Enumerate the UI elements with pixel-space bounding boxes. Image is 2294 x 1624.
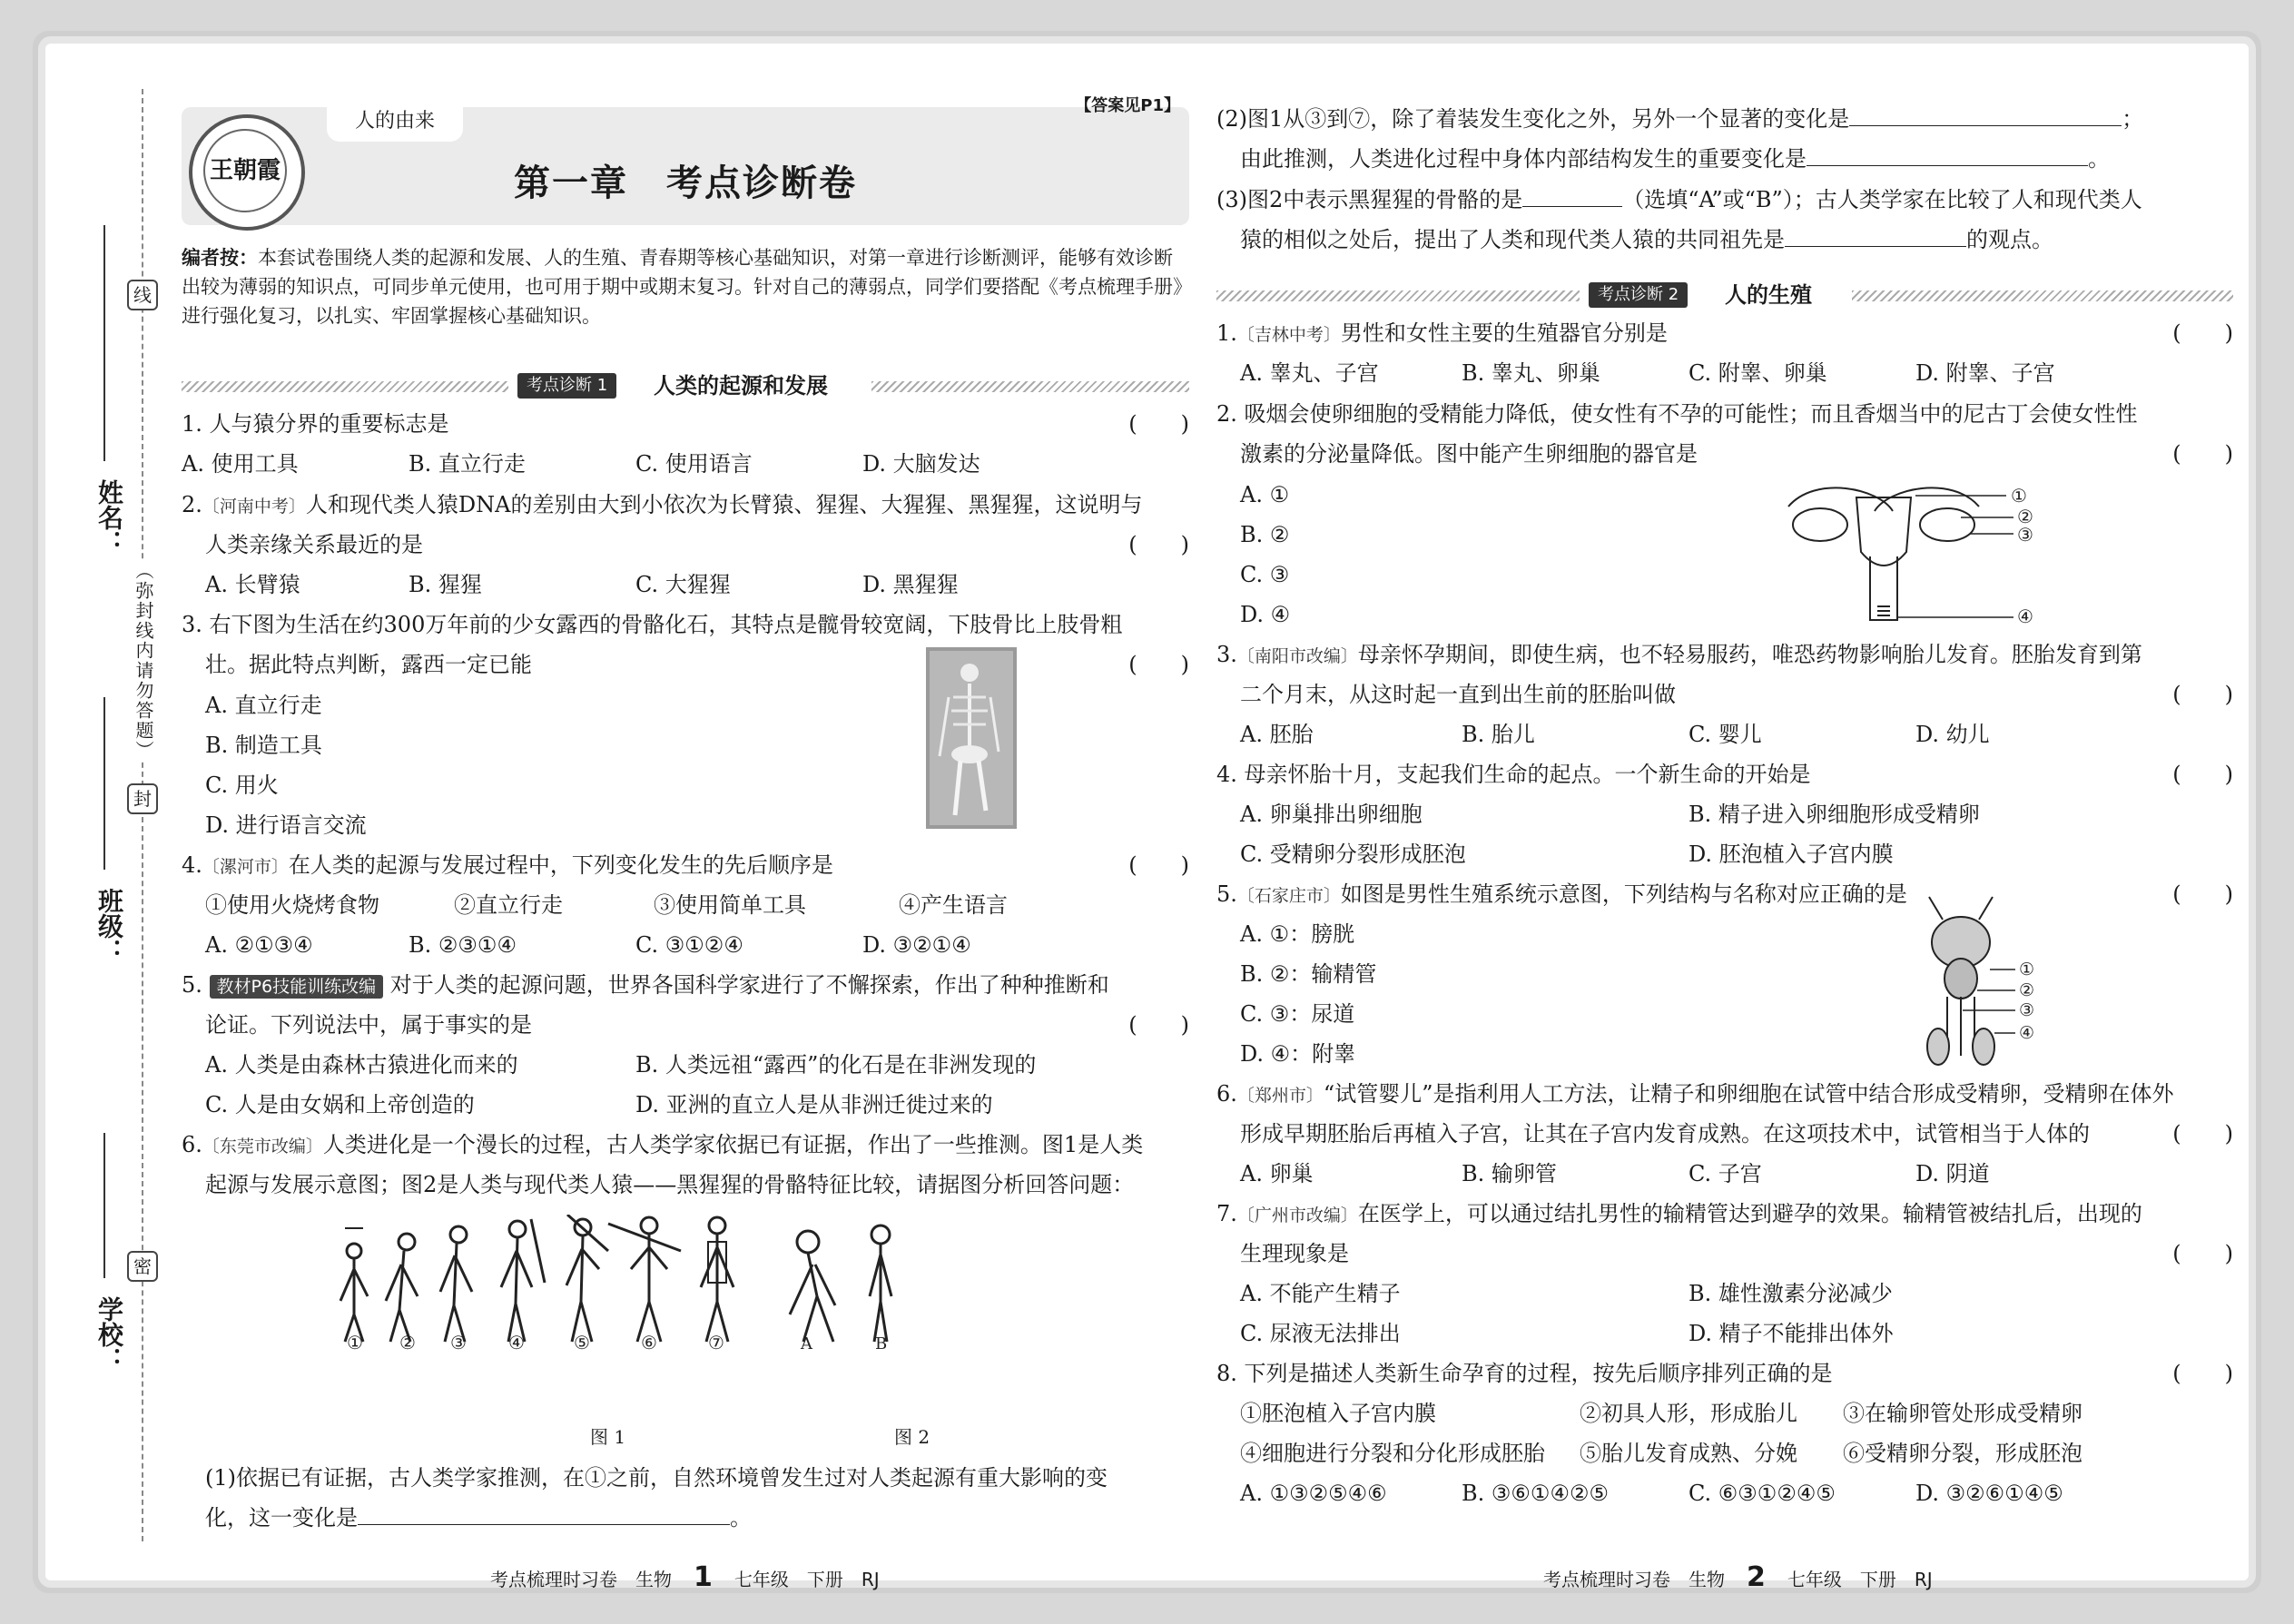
male-reproductive-diagram [1906,892,2043,1074]
option-d[interactable]: D. 黑猩猩 [862,572,959,597]
diagram-label-3: ③ [2017,524,2033,546]
question-source: 〔南阳市改编〕 [1236,646,1358,666]
figure-2-human-skeleton [870,1225,891,1342]
option-b[interactable]: B. ③⑥①④②⑤ [1462,1481,1609,1506]
option-text: A. ① [1240,482,1290,507]
section-title: 人的生殖 [1725,282,1812,308]
repro-question-7 [1216,1200,2233,1229]
question-stem: 3. 右下图为生活在约300万年前的少女露西的骨骼化石，其特点是髋骨较宽阔，下肢骨比上肢骨粗 [182,612,1123,637]
editor-note-lead: 编者按： [182,246,258,269]
question-6-sub2-line2 [1216,145,2233,172]
repro-question-3 [1216,641,2233,670]
option-b[interactable]: B. 雄性激素分泌减少 [1689,1281,1893,1306]
option-b[interactable]: B. 睾丸、卵巢 [1462,360,1600,386]
section-title: 人类的起源和发展 [654,373,828,399]
option-a[interactable] [182,692,322,719]
option-a[interactable]: A. 卵巢排出卵细胞 [1240,802,1423,827]
page-number: 2 [1747,1561,1766,1593]
repro-question-7-line2 [1216,1240,2233,1267]
option-b[interactable] [1216,521,1289,548]
option-text: A. ①：膀胱 [1240,921,1355,947]
name-blank[interactable] [103,225,105,461]
repro-question-5 [1216,881,2233,910]
option-d[interactable]: D. 幼儿 [1915,722,1990,747]
page-number: 1 [694,1561,713,1593]
figure-1-stage-7 [701,1217,733,1342]
repro-question-2-line2 [1216,440,2233,468]
figure-2-label-a: A [801,1334,812,1351]
figure-1-label-6: ⑥ [641,1332,657,1351]
figure-1-label-2: ② [399,1332,416,1351]
option-b[interactable]: B. 精子进入卵细胞形成受精卵 [1689,802,1980,827]
question-stem: 人类亲缘关系最近的是 [205,532,423,557]
question-source: 〔东莞市改编〕 [202,1137,323,1156]
option-b[interactable] [182,732,322,759]
question-stem: 人类进化是一个漫长的过程，古人类学家依据已有证据，作出了一些推测。图1是人类 [322,1132,1144,1157]
option-b[interactable]: B. 直立行走 [409,451,526,477]
question-stem: 在医学上，可以通过结扎男性的输精管达到避孕的效果。输精管被结扎后，出现的 [1357,1201,2142,1226]
option-a[interactable]: A. 胚胎 [1240,722,1314,747]
answer-paren[interactable]: ( ) [2172,762,2233,787]
footer-grade: 七年级 下册 RJ [1787,1569,1933,1590]
figure-1-stage-6 [608,1217,681,1342]
question-stem: 化，这一变化是 [205,1505,358,1530]
question-stem: 生理现象是 [1240,1241,1349,1266]
statement-item: ①胚泡植入子宫内膜 [1240,1401,1436,1426]
option-text: A. 直立行走 [205,693,322,718]
question-5 [182,971,1189,999]
section-badge: 考点诊断 2 [1589,282,1688,308]
figure-2-chimp-skeleton [790,1231,835,1342]
question-stem: （选填“A”或“B”）；古人类学家在比较了人和现代类人 [1622,187,2142,212]
option-a[interactable]: A. 长臂猿 [205,572,300,597]
figure-1-stage-1 [340,1228,368,1342]
option-b[interactable]: B. 人类远祖“露西”的化石是在非洲发现的 [635,1052,1037,1078]
question-number: 3. [1216,642,1237,667]
class-label: 班级： [94,888,124,964]
question-4 [182,851,1189,881]
diagram-label-3: ③ [2019,1000,2035,1020]
answer-paren[interactable]: ( ) [1128,852,1189,878]
option-c[interactable]: C. 受精卵分裂形成胚泡 [1240,842,1466,867]
question-stem: 起源与发展示意图；图2是人类与现代类人猿——黑猩猩的骨骼特征比较，请据图分析回答问题： [205,1172,1135,1197]
diagram-label-4: ④ [2017,605,2033,627]
answer-paren[interactable]: ( ) [1128,411,1189,437]
answer-blank[interactable] [1849,105,2122,126]
option-d[interactable]: D. 精子不能排出体外 [1689,1321,1894,1346]
exam-paper [45,44,2249,1593]
question-stem: 二个月末，从这时起一直到出生前的胚胎叫做 [1240,682,1676,707]
answer-paren[interactable]: ( ) [2172,682,2233,707]
question-number: 1. [1216,320,1237,346]
question-6-line2 [182,1171,1189,1198]
page-footer-2 [1543,1561,1933,1593]
question-source: 〔河南中考〕 [202,497,306,517]
textbook-badge: 教材P6技能训练改编 [210,975,384,999]
punctuation: 。 [730,1505,752,1530]
option-text: B. ②：输精管 [1240,961,1377,987]
binding-strip [45,44,172,1580]
option-c[interactable] [1216,1000,1354,1028]
option-text: D. ④ [1240,602,1291,627]
question-stem: 1. 人与猿分界的重要标志是 [182,411,449,437]
class-blank[interactable] [103,697,105,870]
question-number: 2. [182,492,202,517]
question-stem: 如图是男性生殖系统示意图，下列结构与名称对应正确的是 [1340,881,1907,907]
question-stem: 8. 下列是描述人类新生命孕育的过程，按先后顺序排列正确的是 [1216,1361,1833,1386]
statement-item: ⑤胎儿发育成熟、分娩 [1580,1441,1797,1466]
figure-1-label-4: ④ [508,1332,525,1351]
question-3-line2 [182,651,1189,678]
question-2 [182,491,1189,520]
question-number: 7. [1216,1201,1237,1226]
editor-note-text: 本套试卷围绕人类的起源和发展、人的生殖、青春期等核心基础知识，对第一章进行诊断测评，能够有效诊断出较为薄弱的知识点，可同步单元使用，也可用于期中或期末复习。针对自己的薄弱点，同学们要搭配《考点梳理手册》进行强化复习，以扎实、牢固掌握核心基础知识。 [182,247,1183,327]
section-hatch [1852,290,2233,301]
option-c[interactable]: C. 人是由女娲和上帝创造的 [205,1092,475,1117]
option-text: B. 制造工具 [205,733,322,758]
option-a[interactable]: A. 卵巢 [1240,1161,1314,1186]
question-stem: 猿的相似之处后，提出了人类和现代类人猿的共同祖先是 [1240,227,1785,252]
answer-blank[interactable] [1785,226,1966,247]
option-c[interactable]: C. 尿液无法排出 [1240,1321,1401,1346]
option-a[interactable] [1216,481,1289,508]
question-6-sub3 [1216,186,2233,213]
option-d[interactable] [1216,1040,1355,1068]
question-stem: 人和现代类人猿DNA的差别由大到小依次为长臂猿、猩猩、大猩猩、黑猩猩，这说明与 [305,492,1143,517]
answer-paren[interactable]: ( ) [1128,652,1189,677]
cut-mark-tight: 密 [127,1251,158,1282]
question-stem: 对于人类的起源问题，世界各国科学家进行了不懈探索，作出了种种推断和 [389,972,1109,998]
exam-header [182,96,1189,225]
figure-2-caption: 图 2 [894,1426,930,1448]
option-a[interactable] [1216,920,1354,948]
question-stem: 论证。下列说法中，属于事实的是 [205,1012,532,1038]
figure-1-stage-5 [566,1215,608,1342]
diagram-label-2: ② [2017,506,2033,527]
figure-1-label-7: ⑦ [708,1332,724,1351]
section-header-2 [1216,281,2233,309]
figure-1-stage-2 [386,1234,418,1342]
question-number: 5. [1216,881,1237,907]
figure-1-stage-4 [501,1219,545,1342]
option-text: B. ② [1240,522,1290,547]
option-a[interactable]: A. ①③②⑤④⑥ [1240,1481,1387,1506]
page-footer-1 [490,1561,880,1593]
repro-question-6-line2 [1216,1120,2233,1147]
repro-question-2 [1216,400,2233,428]
statement-item: ①使用火烧烤食物 [205,892,379,918]
option-d[interactable]: D. 胚泡植入子宫内膜 [1689,842,1894,867]
option-d[interactable] [1216,601,1290,628]
section-hatch [182,381,508,392]
option-a[interactable]: A. 不能产生精子 [1240,1281,1401,1306]
question-stem: 母亲怀孕期间，即使生病，也不轻易服药，唯恐药物影响胎儿发育。胚胎发育到第 [1357,642,2142,667]
answer-paren[interactable]: ( ) [1128,532,1189,557]
option-d[interactable]: D. 亚洲的直立人是从非洲迁徙过来的 [635,1092,993,1117]
question-6-sub1 [182,1464,1189,1491]
statement-item: ②初具人形，形成胎儿 [1580,1401,1797,1426]
editor-note [182,243,1189,330]
answer-paren[interactable]: ( ) [2172,1241,2233,1266]
statement-item: ②直立行走 [454,892,563,918]
option-a[interactable]: A. 使用工具 [182,451,299,477]
answer-blank[interactable] [1522,186,1622,207]
question-stem: 的观点。 [1966,227,2053,252]
question-stem: 壮。据此特点判断，露西一定已能 [205,652,532,677]
option-text: C. ③ [1240,562,1290,587]
question-number: 6. [1216,1081,1237,1107]
punctuation: ； [2122,106,2144,132]
figure-1-label-1: ① [347,1332,363,1351]
answer-paren[interactable]: ( ) [1128,1012,1189,1038]
repro-question-1 [1216,320,2233,349]
option-c[interactable]: C. ⑥③①②④⑤ [1689,1481,1836,1506]
section-badge: 考点诊断 1 [517,373,616,399]
answer-paren[interactable]: ( ) [2172,881,2233,907]
question-number: 5. [182,972,202,998]
footer-grade: 七年级 下册 RJ [733,1569,880,1590]
question-stem: 4. 母亲怀胎十月，支起我们生命的起点。一个新生命的开始是 [1216,762,1811,787]
question-stem: (3)图2中表示黑猩猩的骨骼的是 [1216,187,1523,212]
option-b[interactable] [1216,960,1376,988]
footer-series: 考点梳理时习卷 生物 [1543,1569,1725,1590]
logo-text: 王朝霞 [203,129,287,212]
figure-2-label-b: B [875,1334,888,1351]
option-a[interactable]: A. 睾丸、子宫 [1240,360,1379,386]
figure-1-caption: 图 1 [590,1426,626,1448]
section-header-1 [182,372,1189,399]
binding-note: （弥封线内请勿答题） [131,561,157,761]
repro-question-4 [1216,761,2233,788]
repro-question-6 [1216,1080,2233,1109]
question-6 [182,1131,1189,1160]
question-1 [182,410,1189,438]
answer-paren[interactable]: ( ) [2172,1121,2233,1147]
question-6-sub2 [1216,105,2233,133]
section-hatch [1216,290,1580,301]
question-source: 〔漯河市〕 [202,857,289,877]
option-d[interactable]: D. ③②⑥①④⑤ [1915,1481,2063,1506]
option-b[interactable]: B. 胎儿 [1462,722,1535,747]
question-6-sub1-line2 [182,1504,1189,1531]
question-stem: “试管婴儿”是指利用人工方法，让精子和卵细胞在试管中结合形成受精卵，受精卵在体外 [1323,1081,2174,1107]
question-stem: 激素的分泌量降低。图中能产生卵细胞的器官是 [1240,441,1698,467]
figure-1-stage-3 [440,1226,472,1342]
figure-1-label-3: ③ [450,1332,467,1351]
option-b[interactable]: B. 猩猩 [409,572,482,597]
question-source: 〔石家庄市〕 [1236,886,1341,906]
diagram-label-1: ① [2011,485,2027,507]
statement-item: ④细胞进行分裂和分化形成胚胎 [1240,1441,1545,1466]
cut-mark-line: 线 [127,280,158,310]
option-c[interactable]: C. 婴儿 [1689,722,1762,747]
figure-1-label-5: ⑤ [574,1332,590,1351]
option-text: D. ④：附睾 [1240,1041,1356,1067]
option-b[interactable]: B. 输卵管 [1462,1161,1557,1186]
question-stem: (1)依据已有证据，古人类学家推测，在①之前，自然环境曾发生过对人类起源有重大影响的变 [205,1465,1108,1491]
statement-item: ③使用简单工具 [654,892,806,918]
school-label: 学校： [94,1296,124,1373]
question-number: 6. [182,1132,202,1157]
punctuation: 。 [2088,146,2110,172]
answer-blank[interactable] [358,1504,730,1525]
option-text: C. 用火 [205,773,279,798]
question-source: 〔郑州市〕 [1236,1086,1324,1106]
question-3 [182,611,1189,638]
option-c[interactable] [1216,561,1289,588]
lucy-fossil-image [926,647,1017,829]
option-d[interactable]: D. 附睾、子宫 [1915,360,2055,386]
diagram-label-1: ① [2019,960,2035,979]
question-source: 〔广州市改编〕 [1236,1206,1358,1225]
option-d[interactable] [182,812,367,839]
figure-1-evolution [336,1215,917,1351]
footer-series: 考点梳理时习卷 生物 [490,1569,672,1590]
question-source: 〔吉林中考〕 [1236,325,1341,345]
option-c[interactable]: C. ③①②④ [635,932,743,958]
question-5-line2 [182,1011,1189,1038]
female-reproductive-diagram [1779,470,2043,634]
option-c[interactable] [182,772,279,799]
repro-question-3-line2 [1216,681,2233,708]
question-stem: 男性和女性主要的生殖器官分别是 [1340,320,1668,346]
question-number: 4. [182,852,202,878]
option-d[interactable]: D. 阴道 [1915,1161,1990,1186]
answer-paren[interactable]: ( ) [2172,441,2233,467]
diagram-label-4: ④ [2019,1023,2035,1043]
option-c[interactable]: C. 子宫 [1689,1161,1762,1186]
option-b[interactable]: B. ②③①④ [409,932,517,958]
option-a[interactable]: A. 人类是由森林古猿进化而来的 [205,1052,518,1078]
section-hatch [871,381,1189,392]
option-d[interactable]: D. ③②①④ [862,932,971,958]
statement-item: ④产生语言 [899,892,1008,918]
cut-mark-seal: 封 [127,783,158,814]
question-stem: 形成早期胚胎后再植入子宫，让其在子宫内发育成熟。在这项技术中，试管相当于人体的 [1240,1121,2090,1147]
answer-blank[interactable] [1807,145,2088,166]
option-c[interactable]: C. 大猩猩 [635,572,731,597]
name-label: 姓名： [94,479,124,556]
chapter-tag: 人的由来 [327,102,463,142]
option-c[interactable]: C. 附睾、卵巢 [1689,360,1827,386]
question-stem: 由此推测，人类进化过程中身体内部结构发生的重要变化是 [1240,146,1807,172]
answer-paren[interactable]: ( ) [2172,1361,2233,1386]
answer-reference: 【答案见P1】 [1075,96,1180,115]
question-stem: 2. 吸烟会使卵细胞的受精能力降低，使女性有不孕的可能性；而且香烟当中的尼古丁会使女性性 [1216,401,2138,427]
repro-question-8 [1216,1360,2233,1387]
question-2-line2 [182,531,1189,558]
page-title: 第一章 考点诊断卷 [514,162,857,204]
option-c[interactable]: C. 使用语言 [635,451,753,477]
statement-item: ⑥受精卵分裂，形成胚泡 [1843,1441,2082,1466]
option-a[interactable]: A. ②①③④ [205,932,313,958]
question-stem: (2)图1从③到⑦，除了着装发生变化之外，另外一个显著的变化是 [1216,106,1850,132]
statement-item: ③在输卵管处形成受精卵 [1843,1401,2082,1426]
school-blank[interactable] [103,1133,105,1278]
question-stem: 在人类的起源与发展过程中，下列变化发生的先后顺序是 [288,852,833,878]
option-d[interactable]: D. 大脑发达 [862,451,980,477]
option-text: D. 进行语言交流 [205,812,367,838]
diagram-label-2: ② [2019,980,2035,1000]
option-text: C. ③：尿道 [1240,1001,1355,1027]
answer-paren[interactable]: ( ) [2172,320,2233,346]
question-6-sub3-line2 [1216,226,2233,253]
